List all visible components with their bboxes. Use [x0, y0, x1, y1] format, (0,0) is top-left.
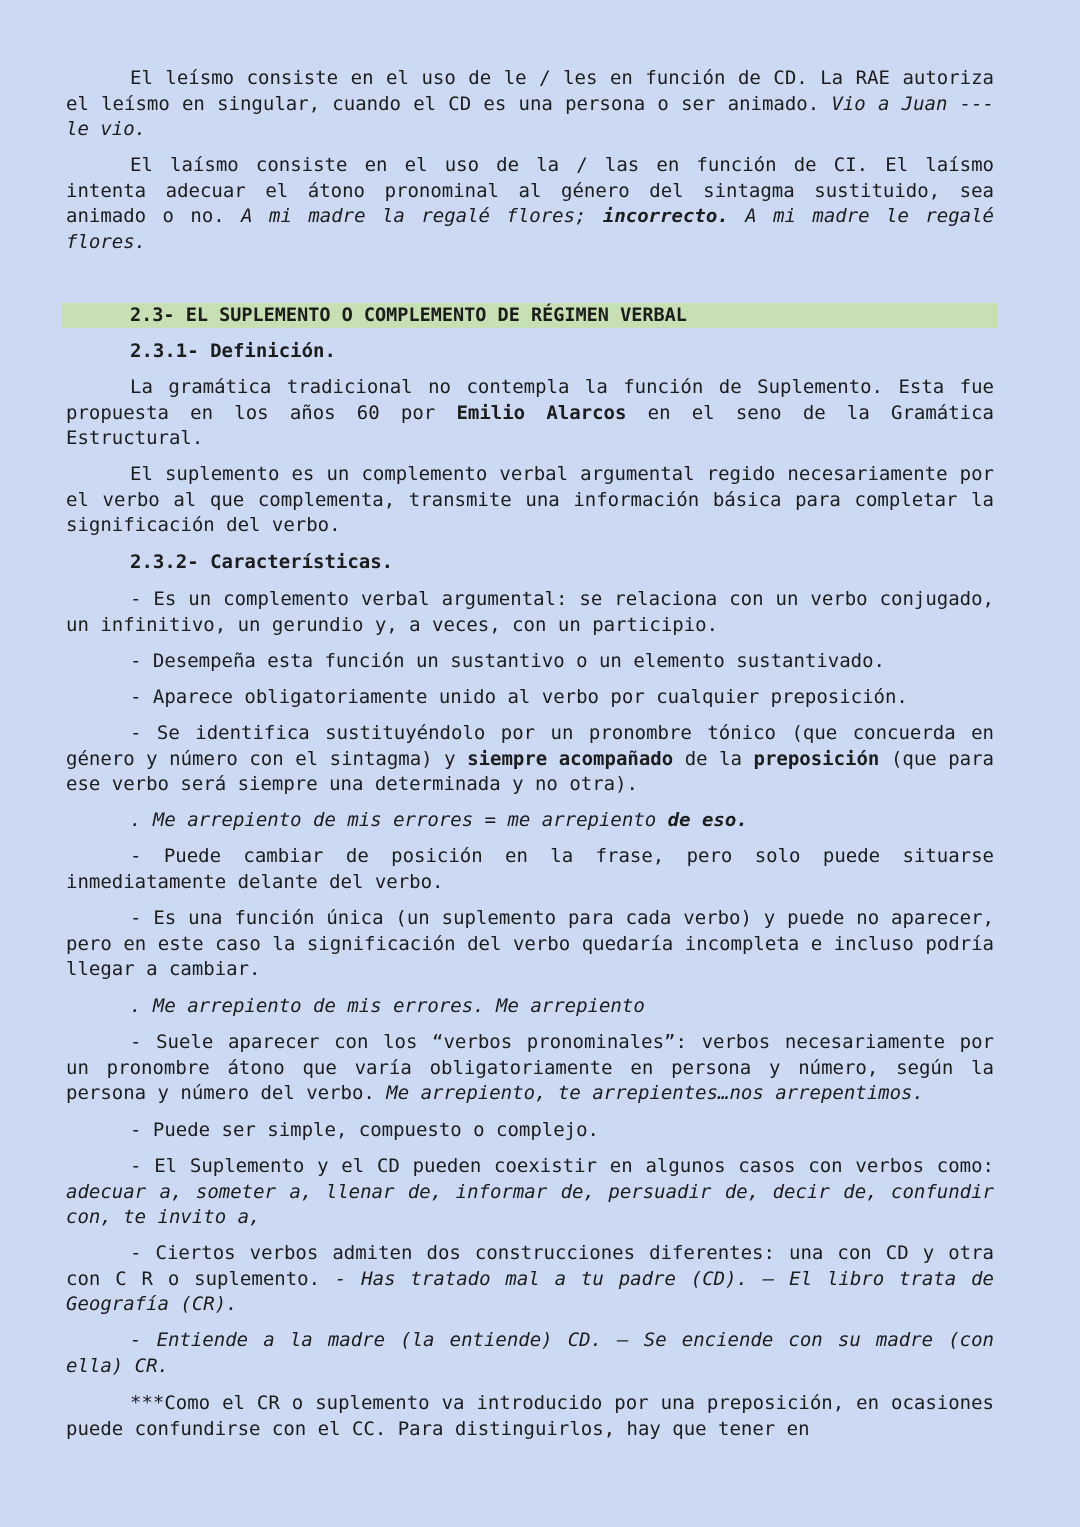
list-item-6-example [66, 994, 994, 1020]
characteristic-8: - Puede ser simple, compuesto o complejo. [130, 1119, 599, 1141]
characteristic-4-bold-1: siempre acompañado [467, 747, 674, 770]
characteristic-4-c: (que para ese verbo será siempre una determinada y no otra). [66, 747, 994, 795]
list-item-4 [66, 721, 994, 798]
characteristic-7: - Suele aparecer con los “verbos pronominales”: verbos necesariamente por un pronombre átono que varía obligatoriamente en persona y número, según la persona y número del verbo. [66, 1031, 994, 1104]
list-item-11 [66, 1328, 994, 1379]
list-item-5 [66, 844, 994, 895]
paragraph-definition-2 [66, 462, 994, 539]
author-name: Emilio Alarcos [456, 401, 627, 424]
characteristic-1: - Es un complemento verbal argumental: se relaciona con un verbo conjugado, un infinitivo, un gerundio y, a veces, con un participio. [66, 588, 994, 636]
list-item-4-example [66, 808, 994, 834]
example-entender: - Entiende a la madre (la entiende) CD. – Se enciende con su madre (con ella) CR. [66, 1329, 994, 1377]
list-item-7 [66, 1030, 994, 1107]
subsection-title-definicion: 2.3.1- Definición. [130, 340, 336, 362]
list-item-2 [66, 649, 994, 675]
list-item-1 [66, 587, 994, 638]
characteristic-2: - Desempeña esta función un sustantivo o un elemento sustantivado. [130, 650, 885, 672]
laismo-text: El laísmo consiste en el uso de la / las en función de CI. El laísmo intenta adecuar el átono pronominal al género del sintagma sustituido, sea animado o no. [66, 154, 994, 227]
paragraph-laismo [66, 153, 994, 255]
characteristic-9: - El Suplemento y el CD pueden coexistir en algunos casos con verbos como: [130, 1155, 994, 1177]
section-heading-2-3 [66, 303, 994, 329]
definition-text-a: La gramática tradicional no contempla la función de Suplemento. Esta fue propuesta en los años 60 por [66, 376, 994, 424]
characteristic-4-b: de la [673, 747, 754, 770]
characteristic-4-a: - Se identifica sustituyéndolo por un pronombre tónico (que concuerda en género y número con el sintagma) y [66, 722, 994, 770]
list-item-3 [66, 685, 994, 711]
laismo-example-incorrect: A mi madre la regalé flores; [241, 205, 587, 227]
list-item-6 [66, 906, 994, 983]
paragraph-definition-1 [66, 375, 994, 452]
example-incomplete: . Me arrepiento de mis errores. Me arrepiento [130, 995, 645, 1017]
laismo-incorrect-label: incorrecto. [586, 205, 729, 227]
laismo-example-correct: A mi madre le regalé flores. [66, 205, 994, 253]
paragraph-leismo [66, 66, 994, 143]
list-item-9 [66, 1154, 994, 1231]
example-tratar: - Has tratado mal a tu padre (CD). – El libro trata de Geografía (CR). [66, 1267, 994, 1315]
subsection-title-caracteristicas: 2.3.2- Características. [130, 551, 394, 573]
characteristic-5: - Puede cambiar de posición en la frase, pero solo puede situarse inmediatamente delante del verbo. [66, 845, 994, 893]
leismo-text: El leísmo consiste en el uso de le / les en función de CD. La RAE autoriza el leísmo en singular, cuando el CD es una persona o ser animado. [66, 67, 994, 115]
paragraph-note [66, 1391, 994, 1442]
characteristic-10: - Ciertos verbos admiten dos construcciones diferentes: una con CD y otra con C R o suplemento. [66, 1242, 994, 1290]
example-arrepiento: . Me arrepiento de mis errores = me arrepiento [130, 809, 668, 831]
subheading-2-3-2 [66, 550, 994, 576]
example-verbs: adecuar a, someter a, llenar de, informar de, persuadir de, decir de, confundir con, te invito a, [66, 1180, 994, 1228]
list-item-10 [66, 1241, 994, 1318]
definition-text-2: El suplemento es un complemento verbal argumental regido necesariamente por el verbo al que complementa, transmite una información básica para completar la significación del verbo. [66, 463, 994, 536]
characteristic-6: - Es una función única (un suplemento para cada verbo) y puede no aparecer, pero en este caso la significación del verbo quedaría incompleta e incluso podría llegar a cambiar. [66, 907, 994, 980]
subheading-2-3-1 [66, 339, 994, 365]
note-cr-vs-cc: ***Como el CR o suplemento va introducido por una preposición, en ocasiones puede confundirse con el CC. Para distinguirlos, hay que tener en [66, 1392, 994, 1440]
leismo-example: Vio a Juan --- le vio. [66, 92, 994, 140]
definition-text-b: en el seno de la Gramática Estructural. [66, 401, 994, 449]
list-item-8 [66, 1118, 994, 1144]
characteristic-4-bold-2: preposición [753, 747, 880, 770]
characteristic-3: - Aparece obligatoriamente unido al verbo por cualquier preposición. [130, 686, 908, 708]
section-title: 2.3- EL SUPLEMENTO O COMPLEMENTO DE RÉGIMEN VERBAL [130, 305, 687, 326]
example-pronominal: Me arrepiento, te arrepientes…nos arrepentimos. [386, 1082, 924, 1104]
example-de-eso: de eso. [667, 809, 748, 831]
